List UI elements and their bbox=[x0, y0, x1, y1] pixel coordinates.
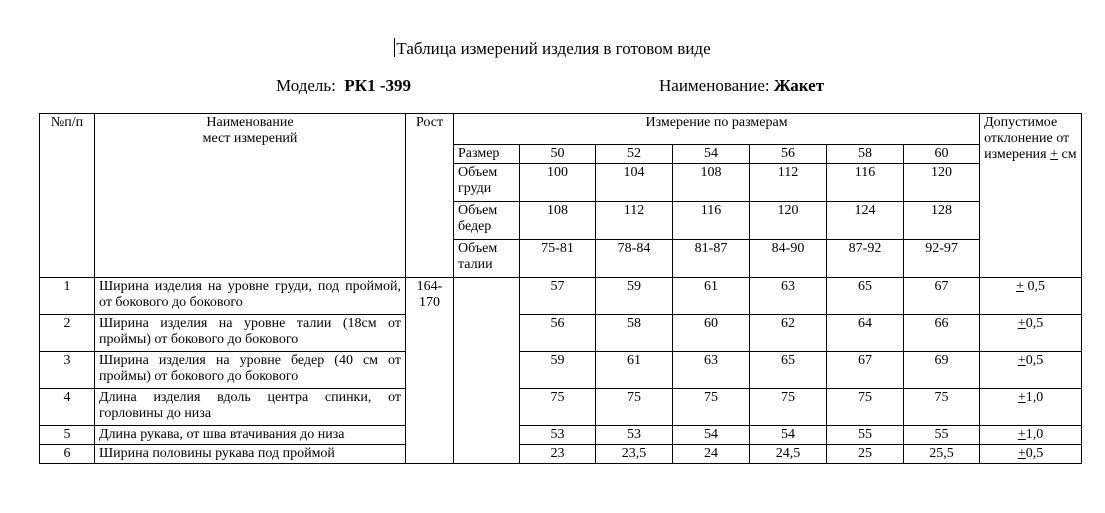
hips-cell: 112 bbox=[596, 202, 673, 240]
row-num: 5 bbox=[40, 426, 95, 445]
row-name: Ширина изделия на уровне груди, под проймой, от бокового до бокового bbox=[95, 278, 406, 315]
row-num: 1 bbox=[40, 278, 95, 315]
value-cell: 25,5 bbox=[904, 445, 980, 464]
hips-cell: 128 bbox=[904, 202, 980, 240]
header-row bbox=[40, 114, 1082, 145]
value-cell: 75 bbox=[827, 389, 904, 426]
value-cell: 66 bbox=[904, 315, 980, 352]
row-num: 4 bbox=[40, 389, 95, 426]
model-label: Модель: bbox=[276, 76, 336, 95]
chest-cell: 120 bbox=[904, 164, 980, 202]
name-label: Наименование: bbox=[659, 76, 770, 95]
tolerance-cell: +0,5 bbox=[980, 352, 1082, 389]
value-cell: 75 bbox=[520, 389, 596, 426]
value-cell: 25 bbox=[827, 445, 904, 464]
value-cell: 57 bbox=[520, 278, 596, 315]
value-cell: 69 bbox=[904, 352, 980, 389]
value-cell: 54 bbox=[673, 426, 750, 445]
rost-value: 164-170 bbox=[406, 278, 454, 464]
waist-cell: 84-90 bbox=[750, 240, 827, 278]
table-row bbox=[40, 278, 1082, 315]
table-row bbox=[40, 352, 1082, 389]
table-row bbox=[40, 445, 1082, 464]
waist-label: Объем талии bbox=[454, 240, 520, 278]
size-cell: 58 bbox=[827, 145, 904, 164]
table-row bbox=[40, 426, 1082, 445]
header-tolerance: Допустимое отклонение от измерения + см bbox=[980, 114, 1082, 278]
table-row bbox=[40, 315, 1082, 352]
value-cell: 59 bbox=[520, 352, 596, 389]
value-cell: 63 bbox=[750, 278, 827, 315]
row-name: Ширина половины рукава под проймой bbox=[95, 445, 406, 464]
hips-cell: 116 bbox=[673, 202, 750, 240]
waist-cell: 78-84 bbox=[596, 240, 673, 278]
hips-cell: 120 bbox=[750, 202, 827, 240]
value-cell: 65 bbox=[750, 352, 827, 389]
value-cell: 55 bbox=[904, 426, 980, 445]
tolerance-cell: +1,0 bbox=[980, 426, 1082, 445]
size-cell: 60 bbox=[904, 145, 980, 164]
value-cell: 61 bbox=[673, 278, 750, 315]
tolerance-cell: +1,0 bbox=[980, 389, 1082, 426]
model-line bbox=[276, 76, 411, 96]
plus-minus-sign: + bbox=[1017, 353, 1026, 368]
value-cell: 24 bbox=[673, 445, 750, 464]
value-cell: 60 bbox=[673, 315, 750, 352]
value-cell: 67 bbox=[904, 278, 980, 315]
row-name: Длина изделия вдоль центра спинки, от горловины до низа bbox=[95, 389, 406, 426]
row-num: 2 bbox=[40, 315, 95, 352]
value-cell: 67 bbox=[827, 352, 904, 389]
value-cell: 62 bbox=[750, 315, 827, 352]
size-cell: 54 bbox=[673, 145, 750, 164]
value-cell: 53 bbox=[596, 426, 673, 445]
chest-cell: 112 bbox=[750, 164, 827, 202]
row-name: Ширина изделия на уровне бедер (40 см от проймы) от бокового до бокового bbox=[95, 352, 406, 389]
name-line bbox=[659, 76, 824, 96]
value-cell: 54 bbox=[750, 426, 827, 445]
value-cell: 53 bbox=[520, 426, 596, 445]
name-value: Жакет bbox=[773, 76, 825, 95]
tolerance-cell: + 0,5 bbox=[980, 278, 1082, 315]
table-row bbox=[40, 389, 1082, 426]
chest-cell: 108 bbox=[673, 164, 750, 202]
row-name: Ширина изделия на уровне талии (18см от проймы) от бокового до бокового bbox=[95, 315, 406, 352]
value-cell: 24,5 bbox=[750, 445, 827, 464]
value-cell: 75 bbox=[750, 389, 827, 426]
plus-minus-sign: + bbox=[1017, 316, 1026, 331]
value-cell: 55 bbox=[827, 426, 904, 445]
plus-minus-sign: + bbox=[1017, 427, 1026, 442]
size-label: Размер bbox=[454, 145, 520, 164]
header-sizes: Измерение по размерам bbox=[454, 114, 980, 145]
value-cell: 63 bbox=[673, 352, 750, 389]
hips-cell: 108 bbox=[520, 202, 596, 240]
size-cell: 50 bbox=[520, 145, 596, 164]
plus-minus-sign: + bbox=[1050, 147, 1059, 162]
value-cell: 23 bbox=[520, 445, 596, 464]
value-cell: 61 bbox=[596, 352, 673, 389]
header-name: Наименование мест измерений bbox=[95, 114, 406, 278]
value-cell: 59 bbox=[596, 278, 673, 315]
header-rost: Рост bbox=[406, 114, 454, 278]
hips-cell: 124 bbox=[827, 202, 904, 240]
value-cell: 23,5 bbox=[596, 445, 673, 464]
row-name: Длина рукава, от шва втачивания до низа bbox=[95, 426, 406, 445]
measurements-table bbox=[39, 113, 1082, 464]
hips-label: Объем бедер bbox=[454, 202, 520, 240]
plus-minus-sign: + bbox=[1016, 279, 1025, 294]
value-cell: 58 bbox=[596, 315, 673, 352]
plus-minus-sign: + bbox=[1017, 390, 1026, 405]
chest-cell: 100 bbox=[520, 164, 596, 202]
model-value: РК1 -399 bbox=[344, 76, 411, 95]
header-num: №п/п bbox=[40, 114, 95, 278]
value-cell: 75 bbox=[904, 389, 980, 426]
row-num: 3 bbox=[40, 352, 95, 389]
value-cell: 75 bbox=[673, 389, 750, 426]
tolerance-cell: +0,5 bbox=[980, 315, 1082, 352]
waist-cell: 92-97 bbox=[904, 240, 980, 278]
waist-cell: 75-81 bbox=[520, 240, 596, 278]
row-num: 6 bbox=[40, 445, 95, 464]
chest-cell: 116 bbox=[827, 164, 904, 202]
tolerance-cell: +0,5 bbox=[980, 445, 1082, 464]
value-cell: 75 bbox=[596, 389, 673, 426]
waist-cell: 87-92 bbox=[827, 240, 904, 278]
empty-cell bbox=[454, 278, 520, 464]
chest-label: Объем груди bbox=[454, 164, 520, 202]
size-cell: 56 bbox=[750, 145, 827, 164]
document-title: Таблица измерений изделия в готовом виде bbox=[396, 39, 711, 58]
size-cell: 52 bbox=[596, 145, 673, 164]
plus-minus-sign: + bbox=[1017, 446, 1026, 461]
value-cell: 56 bbox=[520, 315, 596, 352]
waist-cell: 81-87 bbox=[673, 240, 750, 278]
value-cell: 65 bbox=[827, 278, 904, 315]
value-cell: 64 bbox=[827, 315, 904, 352]
chest-cell: 104 bbox=[596, 164, 673, 202]
